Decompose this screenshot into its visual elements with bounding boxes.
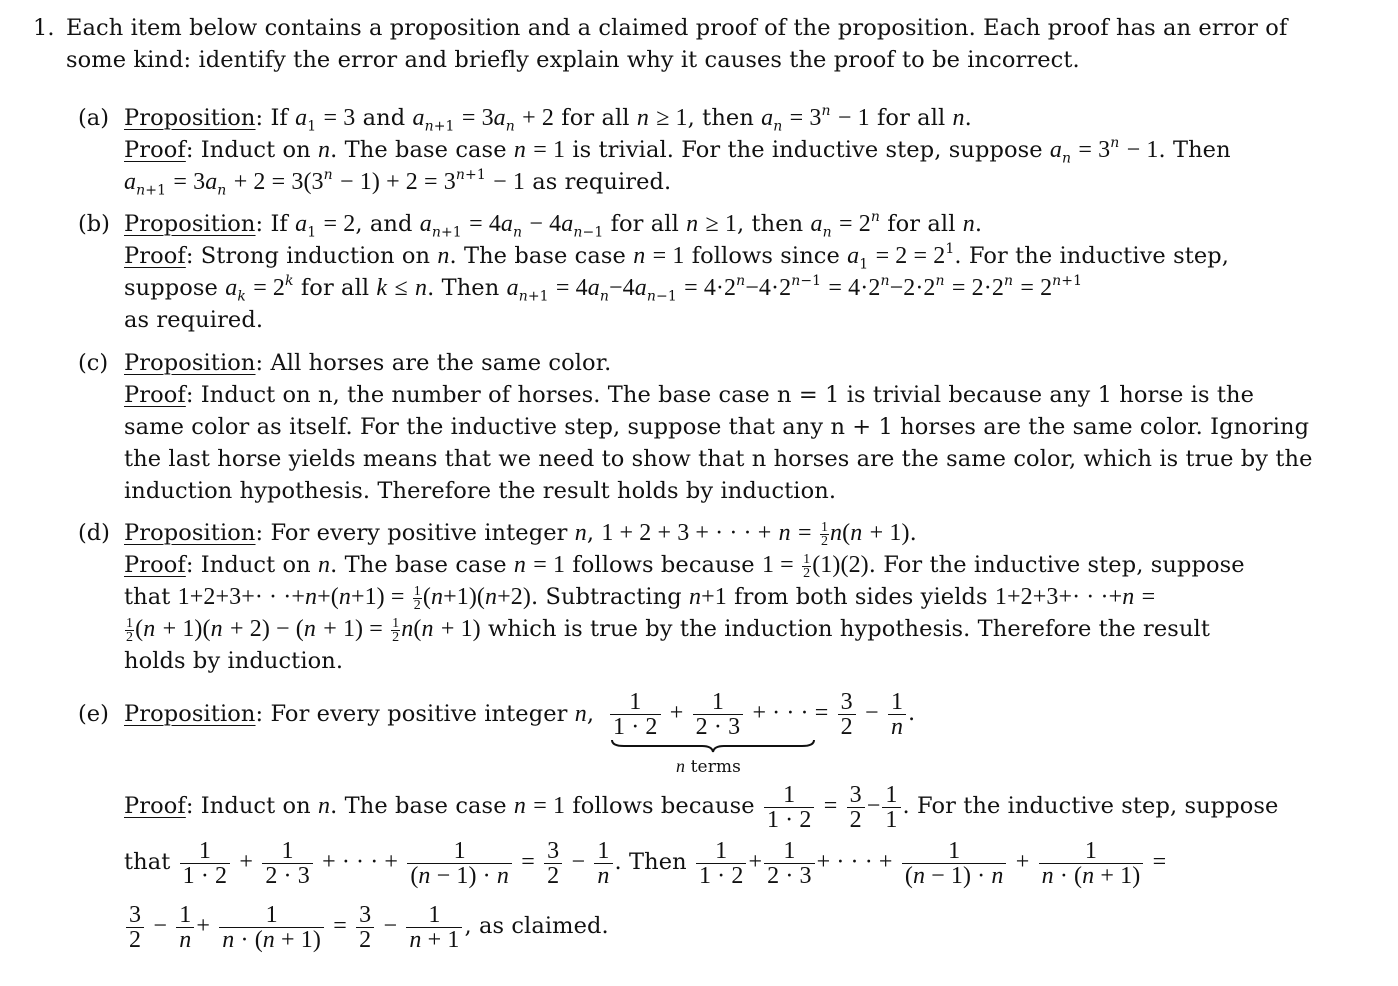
item-a-label: (a)	[78, 105, 109, 131]
item-b-label: (b)	[78, 211, 110, 237]
item-c-proof-line-1: Proof: Induct on n, the number of horses. The base case n = 1 is trivial because any 1 horse is the	[124, 382, 1255, 408]
brace-label: n terms	[676, 756, 741, 777]
item-c-label: (c)	[78, 350, 109, 376]
item-b-proof-line-3: as required.	[124, 307, 264, 333]
intro-line-2: some kind: identify the error and briefly explain why it causes the proof to be incorrect.	[66, 47, 1080, 73]
item-d-proof-line-4: holds by induction.	[124, 648, 344, 674]
underbrace	[610, 738, 816, 754]
item-e-proposition-text: Proposition: For every positive integer n,	[124, 701, 595, 727]
problem-number: 1.	[33, 15, 55, 41]
item-d-label: (d)	[78, 520, 110, 546]
item-a-proof-line-2: $a_{n+1} = 3a_n + 2 = 3(3^n - 1) + 2 = 3^{n+1} - 1$ as required.	[124, 166, 672, 199]
item-e-proof-line-2: that $\frac{1}{1 \cdot 2}$ + $\frac{1}{2 \cdot 3}$ + · · · + $\frac{1}{(n - 1) \cdot n}$ = $\frac{3}{2}$ − $\frac{1}{n}$ . Then $\frac{1}{1 \cdot 2}$ + $\frac{1}{2 \cdot 3}$ + · · · + $\frac{1}{(n - 1) \cdot n}$ + $\frac{1}{n \cdot (n + 1)}$ =	[124, 837, 1167, 889]
intro-line-1: Each item below contains a proposition and a claimed proof of the proposition. Each proof has an error of	[66, 15, 1288, 41]
item-c-proof-line-4: induction hypothesis. Therefore the result holds by induction.	[124, 478, 837, 504]
item-b-proposition: Proposition: If $a_1 = 2$, and $a_{n+1} = 4a_n - 4a_{n-1}$ for all n ≥ 1, then $a_n = 2^n$ for all n.	[124, 208, 983, 241]
item-d-proof-line-1: Proof: Induct on n. The base case n = 1 follows because 1 = $\frac{1}{2}$ (1)(2). For the inductive step, suppose	[124, 551, 1245, 581]
item-c-proposition: Proposition: All horses are the same color.	[124, 350, 612, 376]
item-e-label: (e)	[78, 701, 109, 727]
item-d-proof-line-2: that 1+2+3+· · ·+n+(n+1) = $\frac{1}{2}$ (n+1)(n+2). Subtracting n+1 from both sides yields 1+2+3+· · ·+n =	[124, 583, 1156, 613]
item-b-proof-line-1: Proof: Strong induction on n. The base case n = 1 follows since $a_1 = 2 = 2^1$. For the inductive step,	[124, 240, 1230, 273]
item-a-proposition: Proposition: If $a_1 = 3$ and $a_{n+1} = 3a_n + 2$ for all n ≥ 1, then $a_n = 3^n - 1$ for all n.	[124, 102, 972, 135]
item-e-proof-line-3: $\frac{3}{2}$ − $\frac{1}{n}$ + $\frac{1}{n \cdot (n + 1)}$ = $\frac{3}{2}$ − $\frac{1}{n + 1}$ , as claimed.	[124, 894, 609, 958]
item-a-proof-line-1: Proof: Induct on n. The base case n = 1 is trivial. For the inductive step, suppose $a_n = 3^n - 1$. Then	[124, 134, 1231, 167]
item-d-proposition: Proposition: For every positive integer n, 1 + 2 + 3 + · · · + n = $\frac{1}{2}$ n(n + 1).	[124, 519, 917, 549]
item-b-proof-line-2: suppose $a_k = 2^k$ for all k ≤ n. Then $a_{n+1} = 4a_n-4a_{n-1} = 4\cdot 2^n-4\cdot 2^{n-1} = 4\cdot 2^n-2\cdot 2^n = 2\cdot 2^n = 2^{n+1}$	[124, 272, 1083, 305]
item-d-proof-line-3: $\frac{1}{2}$ (n + 1)(n + 2) − (n + 1) = $\frac{1}{2}$ n(n + 1) which is true by the induction hypothesis. Therefore the result	[126, 615, 1210, 645]
item-c-proof-line-2: same color as itself. For the inductive step, suppose that any n + 1 horses are the same color. Ignoring	[124, 414, 1310, 440]
item-e-proof-line-1: Proof: Induct on n. The base case n = 1 follows because $\frac{1}{1 \cdot 2}$ = $\frac{3}{2}$ − $\frac{1}{1}$ . For the inductive step, suppose	[124, 781, 1279, 833]
item-c-proof-line-3: the last horse yields means that we need to show that n horses are the same color, which is true by the	[124, 446, 1313, 472]
item-e-proposition-formula: $\frac{1}{1 \cdot 2}$ + $\frac{1}{2 \cdot 3}$ + · · · = $\frac{3}{2}$ − $\frac{1}{n}$ .	[608, 683, 915, 743]
